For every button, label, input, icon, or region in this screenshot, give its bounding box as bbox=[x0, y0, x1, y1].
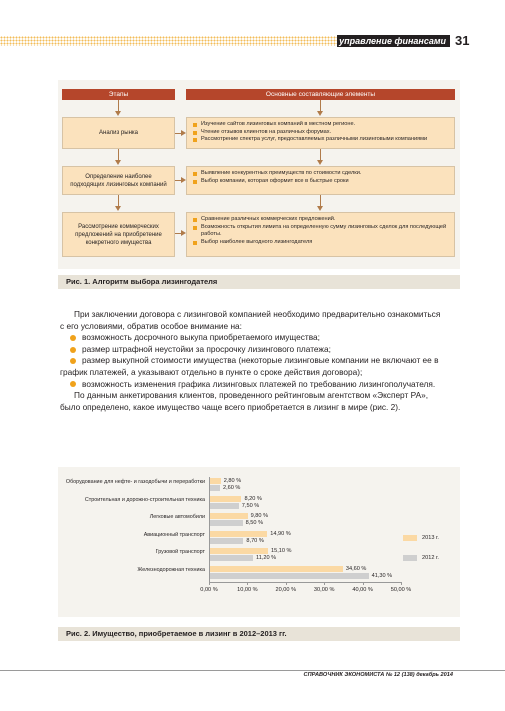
x-tick bbox=[286, 582, 287, 585]
category-label: Легковые автомобили bbox=[149, 514, 205, 520]
legend-label: 2012 г. bbox=[422, 554, 439, 561]
legend-label: 2013 г. bbox=[422, 534, 439, 541]
x-tick-label: 50,00 % bbox=[390, 587, 412, 593]
list-item: Возможность открытия лимита на определенную сумму лизинговых сделок для последующей работы. bbox=[193, 224, 450, 239]
section-title: управление финансами bbox=[337, 35, 450, 47]
elements-box bbox=[186, 166, 455, 195]
list-item: Изучение сайтов лизинговых компаний в местном регионе. bbox=[193, 121, 450, 129]
paragraph: При заключении договора с лизинговой компанией необходимо предварительно ознакомиться с его условиями, обратив особое внимание на: bbox=[60, 309, 441, 331]
data-label: 8,70 % bbox=[246, 537, 264, 544]
data-label: 8,50 % bbox=[245, 520, 264, 526]
bar bbox=[210, 566, 343, 572]
footer-rule bbox=[0, 670, 505, 671]
bullet-item: возможность изменения графика лизинговых платежей по требованию лизингополучателя. bbox=[60, 379, 445, 391]
bullet-icon bbox=[70, 381, 76, 387]
bar bbox=[210, 555, 253, 561]
legend-swatch bbox=[403, 535, 417, 541]
stage-box: Анализ рынка bbox=[62, 117, 175, 149]
list-item: Выбор компании, которая оформит все в быстрые сроки bbox=[193, 178, 450, 186]
data-label: 7,50 % bbox=[241, 502, 260, 509]
elements-box bbox=[186, 212, 455, 257]
bullet-icon bbox=[70, 358, 76, 364]
x-tick bbox=[401, 582, 402, 585]
bar-chart bbox=[58, 467, 460, 617]
elements-box bbox=[186, 117, 455, 149]
arrow-down-icon bbox=[115, 111, 121, 116]
bar bbox=[210, 478, 221, 484]
bullet-icon bbox=[70, 335, 76, 341]
x-tick-label: 0,00 % bbox=[200, 587, 218, 593]
data-label: 15,10 % bbox=[270, 548, 292, 554]
article-body bbox=[60, 309, 445, 413]
x-tick bbox=[247, 582, 248, 585]
category-label: Железнодорожная техника bbox=[137, 566, 205, 573]
bar bbox=[210, 531, 267, 537]
bullet-item: возможность досрочного выкупа приобретаемого имущества; bbox=[60, 332, 445, 344]
arrow-down-icon bbox=[115, 206, 121, 211]
arrow-down-icon bbox=[317, 111, 323, 116]
list-item: Рассмотрение спектра услуг, предоставляемых различными лизинговыми компаниями bbox=[193, 136, 450, 144]
bullet-item: размер штрафной неустойки за просрочку лизингового платежа; bbox=[60, 344, 445, 356]
list-item: Чтение отзывов клиентов на различных форумах. bbox=[193, 129, 450, 137]
bar bbox=[210, 548, 268, 554]
bar bbox=[210, 573, 369, 579]
header-dot-pattern bbox=[0, 36, 338, 46]
bullet-icon bbox=[70, 347, 76, 353]
bullet-item: размер выкупной стоимости имущества (некоторые лизинговые компании не включают ее в график платежей, а указывают отдельно в пункте о сроке действия договора); bbox=[60, 355, 439, 377]
stage-box: Определение наиболее подходящих лизинговых компаний bbox=[62, 166, 175, 195]
x-tick-label: 10,00 % bbox=[237, 587, 258, 593]
data-label: 34,60 % bbox=[345, 565, 367, 572]
x-tick-label: 30,00 % bbox=[313, 587, 335, 593]
bar bbox=[210, 513, 248, 519]
figure-1-caption: Рис. 1. Алгоритм выбора лизингодателя bbox=[58, 275, 460, 289]
page-number: 31 bbox=[455, 33, 470, 48]
x-tick-label: 20,00 % bbox=[275, 587, 297, 593]
footer-text: СПРАВОЧНИК ЭКОНОМИСТА № 12 (138) декабрь 2014 bbox=[303, 672, 453, 678]
category-label: Оборудование для нефте- и газодобычи и переработки bbox=[65, 479, 205, 485]
data-label: 14,90 % bbox=[270, 530, 291, 537]
bar bbox=[210, 485, 220, 491]
legend-swatch bbox=[403, 555, 417, 561]
bar bbox=[210, 520, 243, 526]
data-label: 2,60 % bbox=[222, 485, 241, 491]
figure-2-caption: Рис. 2. Имущество, приобретаемое в лизинг в 2012–2013 гг. bbox=[58, 627, 460, 641]
elements-header: Основные составляющие элементы bbox=[186, 89, 455, 100]
data-label: 8,20 % bbox=[244, 495, 262, 502]
list-item: Выбор наиболее выгодного лизингодателя bbox=[193, 239, 450, 247]
bar bbox=[210, 538, 243, 544]
bar bbox=[210, 496, 241, 502]
category-label: Строительная и дорожно-строительная техника bbox=[84, 496, 205, 503]
x-axis-line bbox=[209, 582, 401, 583]
list-item: Сравнение различных коммерческих предложений. bbox=[193, 216, 450, 224]
stage-box: Рассмотрение коммерческих предложений на приобретение конкретного имущества bbox=[62, 212, 175, 257]
x-tick-label: 40,00 % bbox=[352, 587, 373, 593]
x-tick bbox=[324, 582, 325, 585]
category-label: Грузовой транспорт bbox=[155, 549, 205, 555]
arrow-down-icon bbox=[115, 160, 121, 165]
arrow-down-icon bbox=[317, 160, 323, 165]
list-item: Выявление конкурентных преимуществ по стоимости сделки. bbox=[193, 170, 450, 178]
x-tick bbox=[209, 582, 210, 585]
x-tick bbox=[363, 582, 364, 585]
bar bbox=[210, 503, 239, 509]
data-label: 2,80 % bbox=[223, 478, 242, 484]
data-label: 11,20 % bbox=[256, 555, 277, 561]
arrow-down-icon bbox=[317, 206, 323, 211]
data-label: 9,80 % bbox=[250, 513, 269, 519]
paragraph: По данным анкетирования клиентов, проведенного рейтинговым агентством «Эксперт РА», было определено, какое имущество чаще всего приобретается в лизинг в мире (рис. 2). bbox=[60, 390, 429, 412]
stages-header: Этапы bbox=[62, 89, 175, 100]
data-label: 41,30 % bbox=[371, 572, 393, 579]
category-label: Авиационный транспорт bbox=[143, 531, 205, 538]
